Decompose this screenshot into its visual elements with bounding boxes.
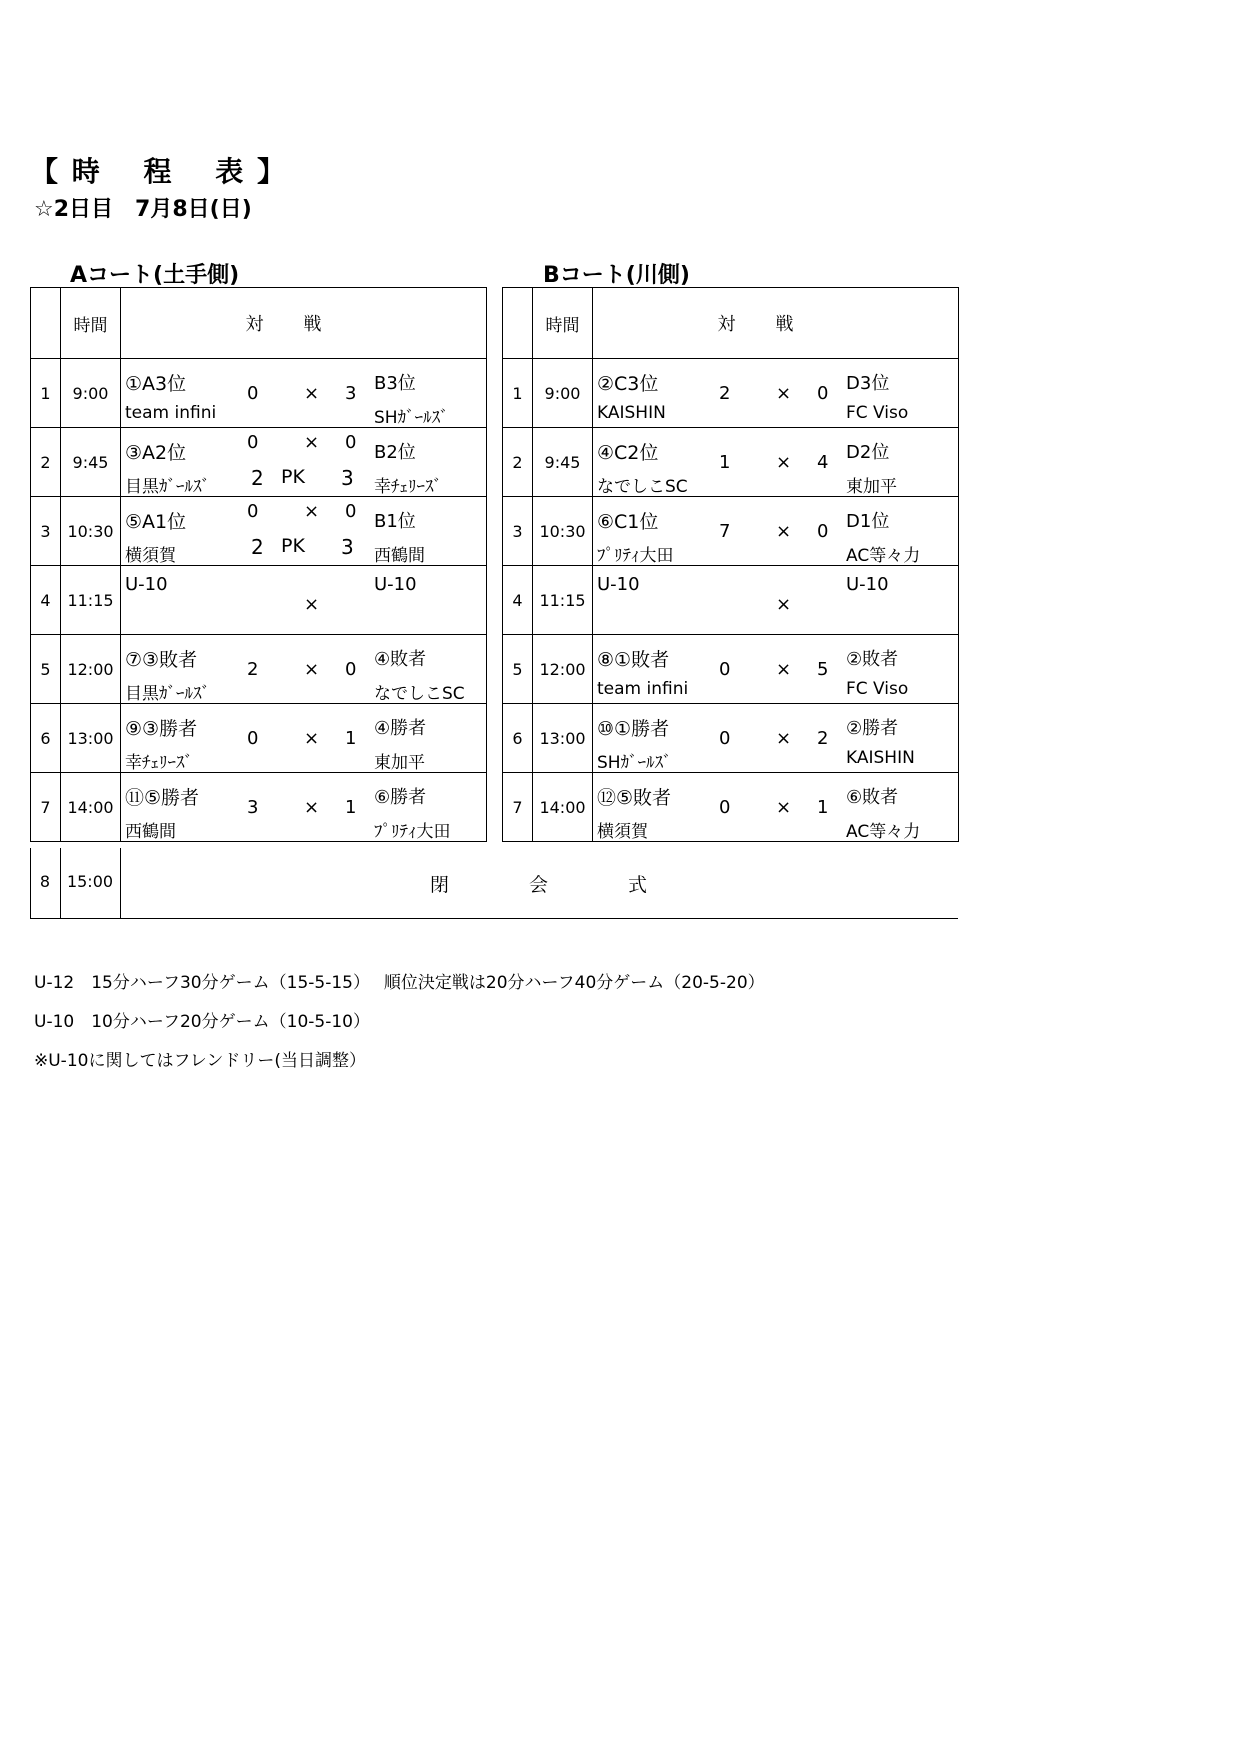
home-slot: ⑨③勝者 <box>125 718 198 740</box>
row-number: 6 <box>31 704 61 773</box>
versus-mark: × <box>304 594 320 615</box>
closing-row-number: 8 <box>39 872 51 891</box>
match-content <box>121 635 486 703</box>
match-time: 9:00 <box>61 359 121 428</box>
schedule-row <box>503 428 959 497</box>
away-slot: B2位 <box>374 442 416 463</box>
away-slot: ②勝者 <box>846 718 899 739</box>
row-number: 3 <box>503 497 533 566</box>
away-slot: D3位 <box>846 373 890 394</box>
home-team: ﾌﾟﾘﾃｨ大田 <box>597 546 674 566</box>
schedule-row <box>31 566 487 635</box>
home-slot: ⑧①敗者 <box>597 649 670 671</box>
match-cell <box>121 359 487 428</box>
away-team: AC等々力 <box>846 546 921 566</box>
away-team: U-10 <box>846 574 889 595</box>
home-slot: ⑪⑤勝者 <box>125 787 200 809</box>
match-cell <box>593 704 959 773</box>
row-number: 1 <box>31 359 61 428</box>
match-content <box>121 773 486 841</box>
match-cell <box>121 428 487 497</box>
away-team: SHｶﾞｰﾙｽﾞ <box>374 408 449 428</box>
home-pk-score: 2 <box>251 466 264 490</box>
away-team: FC Viso <box>846 679 909 699</box>
versus-mark: × <box>776 452 792 473</box>
away-score: 3 <box>345 383 357 404</box>
home-team: 目黒ｶﾞｰﾙｽﾞ <box>125 684 210 704</box>
note-u10-friendly: ※U-10に関してはフレンドリー(当日調整） <box>34 1051 366 1071</box>
match-cell <box>593 773 959 842</box>
table-header-row <box>31 288 487 359</box>
match-cell <box>593 428 959 497</box>
versus-mark: × <box>776 383 792 404</box>
home-slot: ⑥C1位 <box>597 511 659 533</box>
home-slot: ③A2位 <box>125 442 187 464</box>
row-number: 1 <box>503 359 533 428</box>
header-time: 時間 <box>533 288 593 359</box>
versus-mark: × <box>304 797 320 818</box>
home-team: U-10 <box>597 574 640 595</box>
note-u12-rules: U-12 15分ハーフ30分ゲーム（15-5-15） 順位決定戦は20分ハーフ40分ゲーム（20-5-20） <box>34 973 765 993</box>
match-content <box>121 359 486 427</box>
home-team: team infini <box>125 403 217 423</box>
match-content <box>593 704 958 772</box>
home-score: 0 <box>247 501 259 522</box>
match-cell <box>121 773 487 842</box>
match-content <box>593 635 958 703</box>
match-content <box>593 773 958 841</box>
match-cell <box>121 566 487 635</box>
row-number: 5 <box>503 635 533 704</box>
match-time: 13:00 <box>533 704 593 773</box>
away-team: 幸ﾁｪﾘｰｽﾞ <box>374 477 442 497</box>
away-slot: D2位 <box>846 442 890 463</box>
court-a-label: Aコート(土手側) <box>70 263 240 288</box>
match-time: 9:00 <box>533 359 593 428</box>
versus-mark: × <box>776 521 792 542</box>
versus-mark: × <box>304 432 320 453</box>
match-time: 11:15 <box>533 566 593 635</box>
schedule-row <box>503 773 959 842</box>
match-content <box>121 428 486 496</box>
row-number: 7 <box>31 773 61 842</box>
schedule-row <box>31 773 487 842</box>
away-score: 1 <box>345 797 357 818</box>
versus-mark: × <box>776 797 792 818</box>
match-content <box>121 497 486 565</box>
away-team: FC Viso <box>846 403 909 423</box>
home-score: 0 <box>247 383 259 404</box>
schedule-row <box>503 359 959 428</box>
header-match: 対戦 <box>121 288 487 359</box>
away-slot: B3位 <box>374 373 416 394</box>
versus-mark: × <box>776 728 792 749</box>
schedule-row <box>31 359 487 428</box>
away-team: AC等々力 <box>846 822 921 842</box>
away-score: 1 <box>817 797 829 818</box>
home-slot: ⑤A1位 <box>125 511 187 533</box>
match-content <box>593 497 958 565</box>
schedule-row <box>503 566 959 635</box>
closing-ceremony-row <box>30 848 958 919</box>
schedule-row <box>31 704 487 773</box>
away-team: 東加平 <box>374 753 425 773</box>
schedule-row <box>503 635 959 704</box>
home-team: 目黒ｶﾞｰﾙｽﾞ <box>125 477 210 497</box>
away-score: 4 <box>817 452 829 473</box>
match-cell <box>593 359 959 428</box>
match-time: 14:00 <box>61 773 121 842</box>
home-team: U-10 <box>125 574 168 595</box>
match-time: 10:30 <box>61 497 121 566</box>
match-time: 12:00 <box>533 635 593 704</box>
match-time: 11:15 <box>61 566 121 635</box>
versus-mark: × <box>776 594 792 615</box>
home-slot: ⑩①勝者 <box>597 718 670 740</box>
header-time: 時間 <box>61 288 121 359</box>
away-team: 西鶴間 <box>374 546 425 566</box>
home-score: 1 <box>719 452 731 473</box>
home-score: 2 <box>247 659 259 680</box>
schedule-row <box>31 497 487 566</box>
away-score: 0 <box>345 659 357 680</box>
match-cell <box>593 566 959 635</box>
schedule-row <box>503 497 959 566</box>
home-slot: ①A3位 <box>125 373 187 395</box>
page-title: 【 時 程 表 】 <box>30 155 287 188</box>
away-team: U-10 <box>374 574 417 595</box>
note-u10-rules: U-10 10分ハーフ20分ゲーム（10-5-10） <box>34 1012 370 1032</box>
home-score: 0 <box>247 728 259 749</box>
header-no-cell <box>31 288 61 359</box>
home-team: 横須賀 <box>125 546 176 566</box>
home-team: 横須賀 <box>597 822 648 842</box>
schedule-row <box>31 635 487 704</box>
match-time: 14:00 <box>533 773 593 842</box>
home-slot: ⑦③敗者 <box>125 649 198 671</box>
day-subtitle: ☆2日目 7月8日(日) <box>34 197 252 222</box>
match-time: 10:30 <box>533 497 593 566</box>
match-content <box>121 704 486 772</box>
match-cell <box>121 497 487 566</box>
match-content <box>593 566 958 634</box>
home-team: なでしこSC <box>597 477 688 497</box>
row-number: 2 <box>503 428 533 497</box>
away-slot: ⑥敗者 <box>846 787 899 808</box>
match-cell <box>593 635 959 704</box>
versus-mark: × <box>304 383 320 404</box>
versus-mark: × <box>304 728 320 749</box>
away-slot: ⑥勝者 <box>374 787 427 808</box>
away-pk-score: 3 <box>341 466 354 490</box>
away-score: 2 <box>817 728 829 749</box>
home-slot: ⑫⑤敗者 <box>597 787 672 809</box>
schedule-row <box>503 704 959 773</box>
match-cell <box>121 635 487 704</box>
row-number: 4 <box>503 566 533 635</box>
header-match: 対戦 <box>593 288 959 359</box>
away-slot: ②敗者 <box>846 649 899 670</box>
away-score: 0 <box>345 501 357 522</box>
away-score: 5 <box>817 659 829 680</box>
home-score: 0 <box>719 797 731 818</box>
away-team: KAISHIN <box>846 748 915 768</box>
home-team: SHｶﾞｰﾙｽﾞ <box>597 753 672 773</box>
row-number: 7 <box>503 773 533 842</box>
home-score: 2 <box>719 383 731 404</box>
versus-mark: × <box>776 659 792 680</box>
match-time: 13:00 <box>61 704 121 773</box>
away-score: 1 <box>345 728 357 749</box>
row-number: 5 <box>31 635 61 704</box>
row-number: 6 <box>503 704 533 773</box>
closing-time: 15:00 <box>66 872 114 891</box>
closing-ceremony-label: 閉会式 <box>430 874 728 896</box>
row-number: 2 <box>31 428 61 497</box>
match-cell <box>593 497 959 566</box>
match-time: 9:45 <box>533 428 593 497</box>
home-score: 0 <box>719 728 731 749</box>
home-team: 西鶴間 <box>125 822 176 842</box>
schedule-row <box>31 428 487 497</box>
home-team: KAISHIN <box>597 403 666 423</box>
versus-mark: × <box>304 659 320 680</box>
away-score: 0 <box>817 521 829 542</box>
away-slot: B1位 <box>374 511 416 532</box>
row-number: 4 <box>31 566 61 635</box>
home-score: 3 <box>247 797 259 818</box>
home-pk-score: 2 <box>251 535 264 559</box>
away-score: 0 <box>817 383 829 404</box>
row-number: 3 <box>31 497 61 566</box>
match-cell <box>121 704 487 773</box>
home-slot: ④C2位 <box>597 442 659 464</box>
away-team: 東加平 <box>846 477 897 497</box>
away-slot: ④勝者 <box>374 718 427 739</box>
away-score: 0 <box>345 432 357 453</box>
away-pk-score: 3 <box>341 535 354 559</box>
court-a-schedule-table <box>30 287 487 842</box>
court-b-schedule-table <box>502 287 959 842</box>
match-time: 12:00 <box>61 635 121 704</box>
pk-label: PK <box>281 535 305 557</box>
home-team: team infini <box>597 679 689 699</box>
home-score: 0 <box>719 659 731 680</box>
pk-label: PK <box>281 466 305 488</box>
home-team: 幸ﾁｪﾘｰｽﾞ <box>125 753 193 773</box>
home-score: 7 <box>719 521 731 542</box>
away-team: ﾌﾟﾘﾃｨ大田 <box>374 822 451 842</box>
match-content <box>121 566 486 634</box>
court-b-label: Bコート(川側) <box>543 263 690 288</box>
versus-mark: × <box>304 501 320 522</box>
match-time: 9:45 <box>61 428 121 497</box>
home-score: 0 <box>247 432 259 453</box>
match-content <box>593 359 958 427</box>
header-no-cell <box>503 288 533 359</box>
away-slot: D1位 <box>846 511 890 532</box>
away-team: なでしこSC <box>374 684 465 704</box>
match-content <box>593 428 958 496</box>
home-slot: ②C3位 <box>597 373 659 395</box>
table-header-row <box>503 288 959 359</box>
away-slot: ④敗者 <box>374 649 427 670</box>
